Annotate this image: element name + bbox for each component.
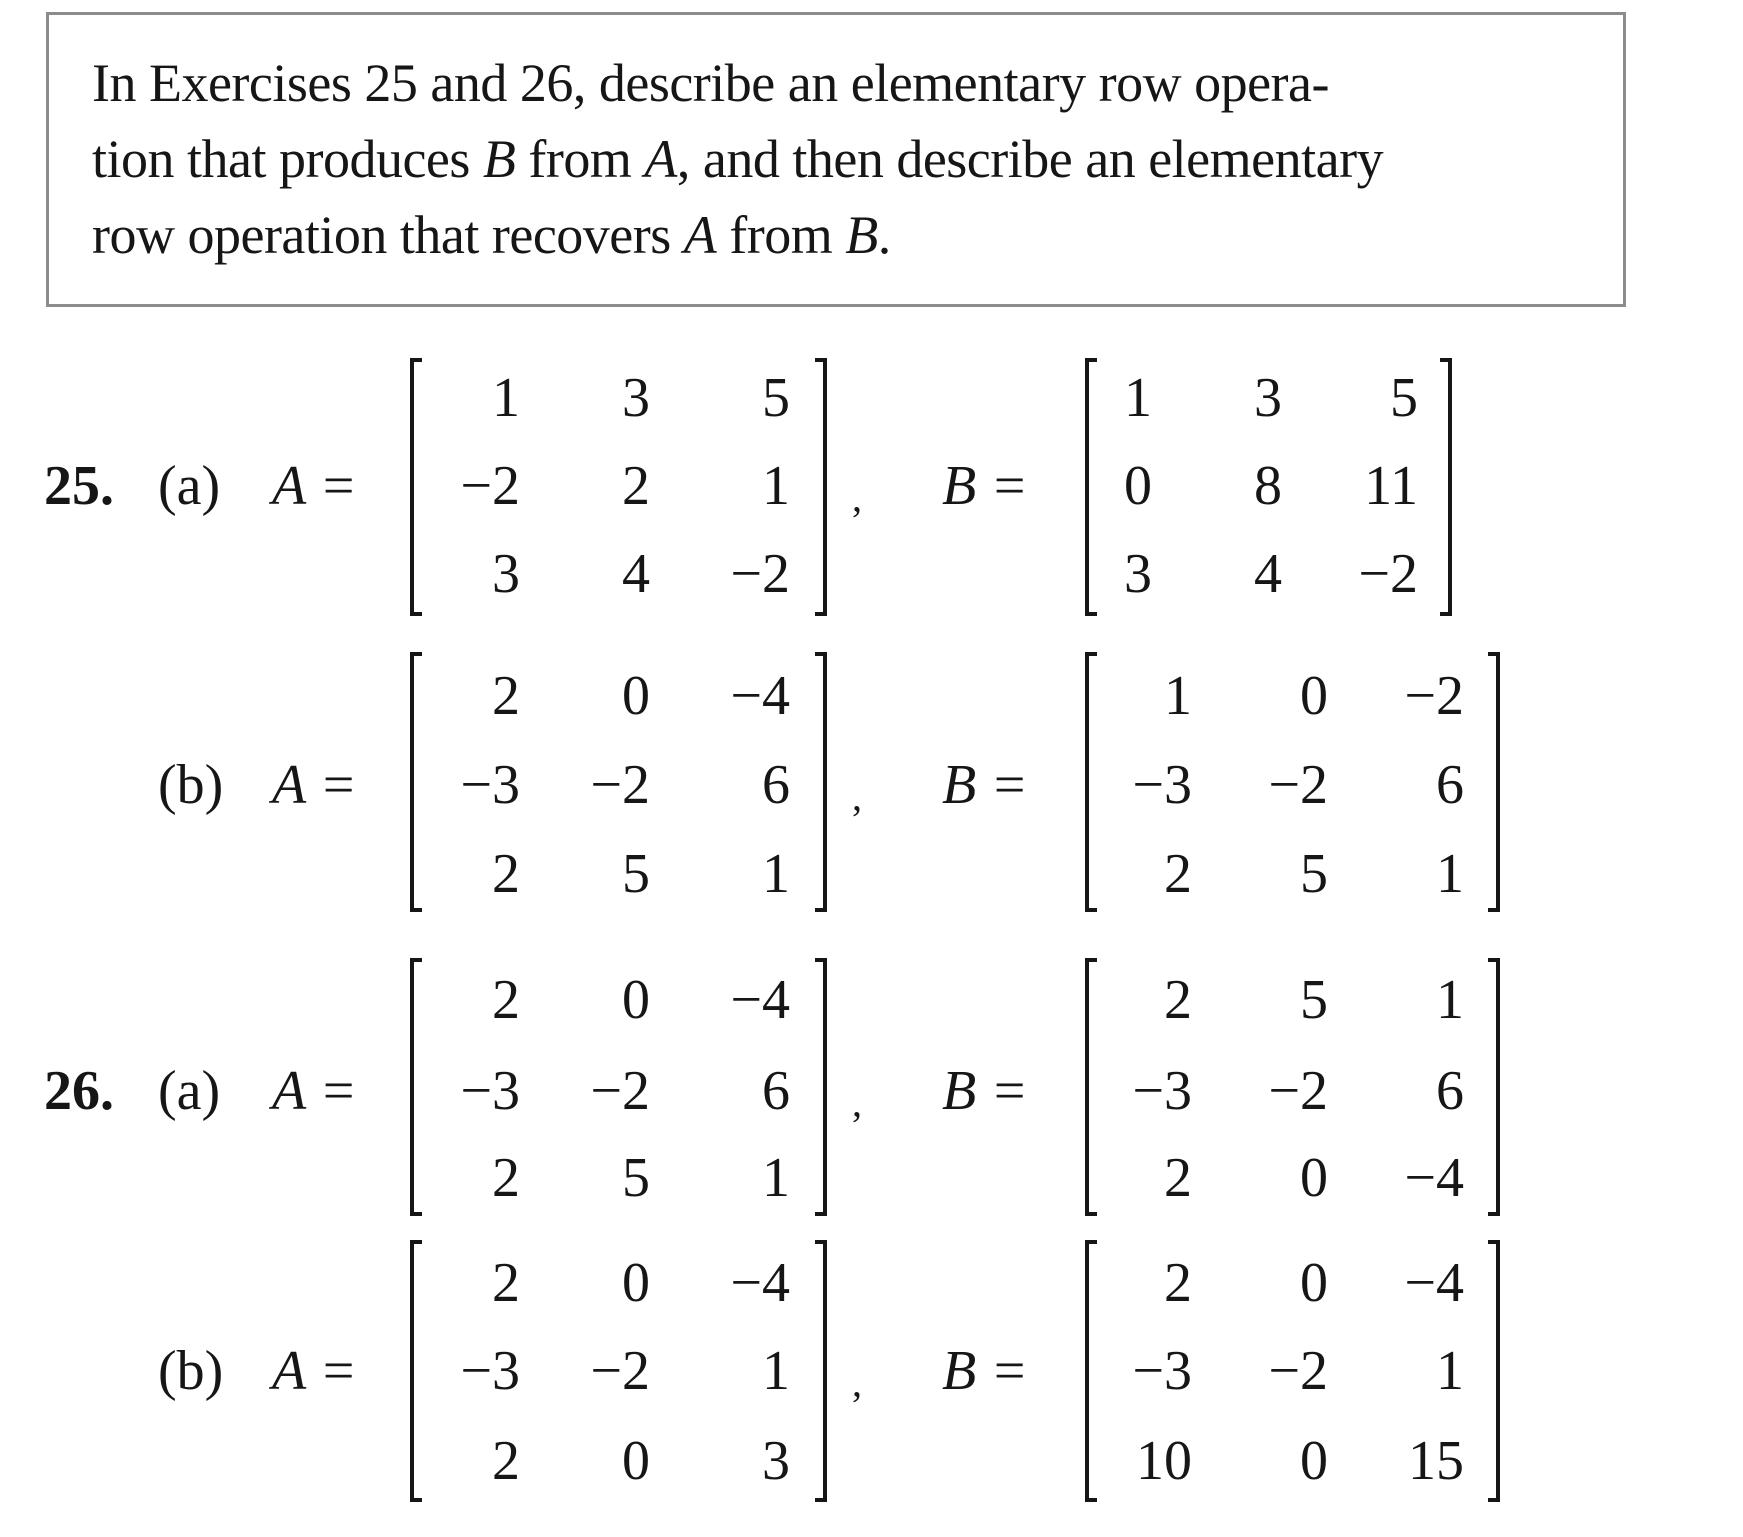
matrix-cell: 2 xyxy=(492,665,520,727)
matrix-cell: −2 xyxy=(1268,754,1328,816)
matrix-cell: 1 xyxy=(1436,969,1464,1031)
matrix-a-label: A = xyxy=(272,754,357,816)
matrix-cell: 2 xyxy=(492,843,520,905)
matrix-cell: 11 xyxy=(1364,455,1418,517)
matrix-cell: 5 xyxy=(1300,969,1328,1031)
matrix-cell: 2 xyxy=(1164,1147,1192,1209)
matrix-cell: −3 xyxy=(1132,754,1192,816)
matrix-cell: 5 xyxy=(1390,367,1418,429)
matrix-cell: 2 xyxy=(492,1252,520,1314)
right-bracket xyxy=(1488,958,1500,1216)
matrix-cell: 0 xyxy=(1300,1252,1328,1314)
matrix-cell: 1 xyxy=(1436,1340,1464,1402)
matrix-cell: −2 xyxy=(590,754,650,816)
matrix-b-label: B = xyxy=(942,1340,1028,1402)
matrix-cell: 1 xyxy=(1164,665,1192,727)
part-label: (b) xyxy=(158,754,224,816)
matrix-cell: 5 xyxy=(622,1147,650,1209)
matrix-cell: 2 xyxy=(622,455,650,517)
matrix-cell: 0 xyxy=(622,665,650,727)
matrix-cell: 0 xyxy=(1300,1147,1328,1209)
matrix-cell: −4 xyxy=(730,1252,790,1314)
matrix-cell: 1 xyxy=(492,367,520,429)
right-bracket xyxy=(1488,652,1500,912)
matrix-cell: −2 xyxy=(1404,665,1464,727)
matrix-cell: 0 xyxy=(1124,455,1152,517)
matrix-a-label: A = xyxy=(272,455,357,517)
matrix-cell: 5 xyxy=(1300,843,1328,905)
matrix-cell: 0 xyxy=(1300,665,1328,727)
matrix-cell: 3 xyxy=(492,543,520,605)
matrix-cell: −2 xyxy=(1358,543,1418,605)
matrix-cell: 3 xyxy=(622,367,650,429)
matrix-cell: 1 xyxy=(762,1340,790,1402)
matrix-cell: −3 xyxy=(460,1340,520,1402)
comma: , xyxy=(852,1080,862,1125)
matrix-cell: −2 xyxy=(1268,1060,1328,1122)
matrix-cell: −2 xyxy=(1268,1340,1328,1402)
matrix-cell: 3 xyxy=(1124,543,1152,605)
matrix-cell: 2 xyxy=(1164,969,1192,1031)
matrix-cell: 15 xyxy=(1408,1430,1464,1492)
matrix-cell: 4 xyxy=(622,543,650,605)
matrix-cell: 6 xyxy=(1436,1060,1464,1122)
comma: , xyxy=(852,475,862,520)
matrix-cell: −2 xyxy=(460,455,520,517)
instructions-line-1: In Exercises 25 and 26, describe an elementary row opera- xyxy=(92,53,1329,113)
exercise-number: 25. xyxy=(44,455,114,517)
matrix-cell: 4 xyxy=(1254,543,1282,605)
matrix-cell: −3 xyxy=(460,1060,520,1122)
matrix-cell: 10 xyxy=(1136,1430,1192,1492)
matrix-cell: 1 xyxy=(762,1147,790,1209)
matrix-cell: 1 xyxy=(1124,367,1152,429)
matrix-cell: −3 xyxy=(460,754,520,816)
comma: , xyxy=(852,1360,862,1405)
matrix-b-label: B = xyxy=(942,455,1028,517)
matrix-cell: 0 xyxy=(1300,1430,1328,1492)
matrix-cell: −4 xyxy=(730,969,790,1031)
matrix-cell: −4 xyxy=(1404,1147,1464,1209)
right-bracket xyxy=(815,652,827,912)
comma: , xyxy=(852,774,862,819)
matrix-cell: 0 xyxy=(622,1252,650,1314)
instructions-line-3: row operation that recovers A from B. xyxy=(92,205,891,265)
matrix-cell: 3 xyxy=(1254,367,1282,429)
matrix-b-label: B = xyxy=(942,754,1028,816)
matrix-cell: −4 xyxy=(730,665,790,727)
matrix-cell: 3 xyxy=(762,1430,790,1492)
right-bracket xyxy=(815,1240,827,1502)
part-label: (b) xyxy=(158,1340,224,1402)
matrix-cell: −3 xyxy=(1132,1060,1192,1122)
right-bracket xyxy=(1440,358,1452,616)
matrix-cell: 0 xyxy=(622,969,650,1031)
part-label: (a) xyxy=(158,1060,221,1122)
exercise-number: 26. xyxy=(44,1060,114,1122)
matrix-b-label: B = xyxy=(942,1060,1028,1122)
matrix-cell: 2 xyxy=(492,969,520,1031)
matrix-cell: 5 xyxy=(762,367,790,429)
matrix-cell: −2 xyxy=(590,1060,650,1122)
matrix-cell: 0 xyxy=(622,1430,650,1492)
matrix-cell: 6 xyxy=(1436,754,1464,816)
matrix-cell: 1 xyxy=(762,843,790,905)
matrix-cell: 6 xyxy=(762,1060,790,1122)
matrix-cell: −2 xyxy=(730,543,790,605)
matrix-cell: −4 xyxy=(1404,1252,1464,1314)
matrix-cell: −3 xyxy=(1132,1340,1192,1402)
matrix-cell: 2 xyxy=(492,1430,520,1492)
matrix-cell: 6 xyxy=(762,754,790,816)
part-label: (a) xyxy=(158,455,221,517)
right-bracket xyxy=(1488,1240,1500,1502)
matrix-cell: 2 xyxy=(1164,843,1192,905)
matrix-cell: 5 xyxy=(622,843,650,905)
matrix-a-label: A = xyxy=(272,1340,357,1402)
instructions-line-2: tion that produces B from A, and then describe an elementary xyxy=(92,129,1384,189)
matrix-cell: 2 xyxy=(492,1147,520,1209)
right-bracket xyxy=(815,958,827,1216)
matrix-a-label: A = xyxy=(272,1060,357,1122)
matrix-cell: −2 xyxy=(590,1340,650,1402)
right-bracket xyxy=(815,358,827,616)
matrix-cell: 2 xyxy=(1164,1252,1192,1314)
matrix-cell: 8 xyxy=(1254,455,1282,517)
matrix-cell: 1 xyxy=(762,455,790,517)
matrix-cell: 1 xyxy=(1436,843,1464,905)
